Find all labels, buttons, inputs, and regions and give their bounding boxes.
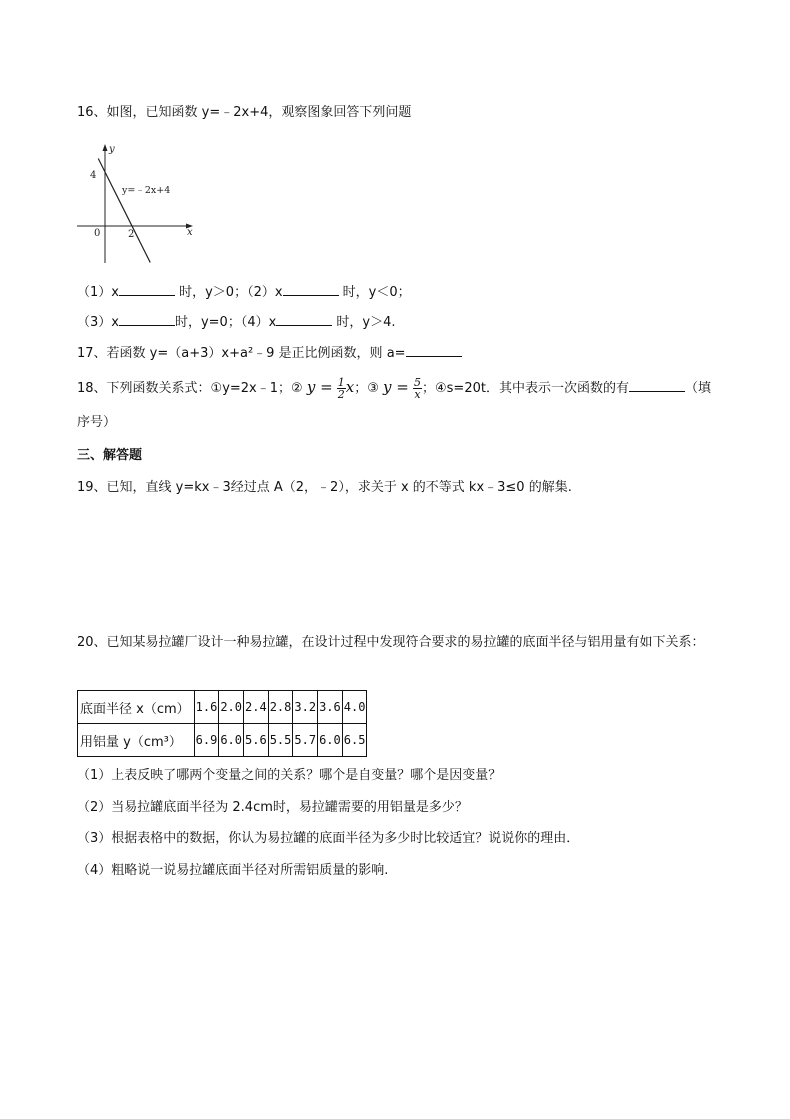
section-title: 三、解答题 <box>77 448 143 463</box>
table-cell: 6.9 <box>194 724 219 757</box>
q20-stem: 20、已知某易拉罐厂设计一种易拉罐，在设计过程中发现符合要求的易拉罐的底面半径与铝用量有如下关系： <box>77 635 705 650</box>
q18-frac1-lhs: y = <box>306 378 333 396</box>
q18-fraction-2 <box>413 377 422 400</box>
q20-sub4: （4）粗略说一说易拉罐底面半径对所需铝质量的影响. <box>77 863 389 878</box>
q18-frac1-rhs: x <box>345 378 355 396</box>
frac2-numerator: 5 <box>414 376 421 389</box>
q16-function-graph <box>75 138 205 268</box>
q16-sub2-part-a: （3）x <box>77 315 119 330</box>
graph-y-label: y <box>109 144 115 155</box>
table-cell: 2.0 <box>219 691 244 724</box>
q18-part1: 18、下列函数关系式：①y=2x﹣1；② <box>77 381 303 396</box>
q16-sub1-part-b: 时，y＞0；（2）x <box>174 285 283 300</box>
answer-blank[interactable] <box>276 313 332 326</box>
graph-x-label: x <box>187 227 193 238</box>
q18-line1 <box>77 374 711 402</box>
table-cell: 5.5 <box>268 724 293 757</box>
table-row <box>78 724 367 757</box>
table-cell: 5.7 <box>293 724 318 757</box>
table-cell: 2.4 <box>244 691 269 724</box>
q17 <box>77 344 462 363</box>
graph-line-label: y=﹣2x+4 <box>122 185 171 196</box>
q18-frac2-lhs: y = <box>383 378 409 396</box>
frac2-denominator: x <box>414 388 421 401</box>
q16-sub-1-2 <box>77 283 411 302</box>
answer-blank[interactable] <box>119 283 175 296</box>
q18-part4: （填 <box>684 381 711 396</box>
q20-sub3: （3）根据表格中的数据，你认为易拉罐的底面半径为多少时比较适宜？说说你的理由． <box>77 831 580 846</box>
graph-y-arrow <box>103 144 108 151</box>
table-cell: 5.6 <box>244 724 269 757</box>
table-cell: 1.6 <box>194 691 219 724</box>
answer-blank[interactable] <box>406 344 462 357</box>
graph-origin-label: 0 <box>94 228 101 239</box>
table-cell: 3.2 <box>293 691 318 724</box>
q16-sub1-part-a: （1）x <box>77 285 119 300</box>
q20-sub2: （2）当易拉罐底面半径为 2.4cm时，易拉罐需要的用铝量是多少？ <box>77 800 468 815</box>
table-row-header-radius: 底面半径 x（cm） <box>78 691 195 724</box>
q17-text: 17、若函数 y=（a+3）x+a²﹣9 是正比例函数，则 a= <box>77 346 406 361</box>
table-cell: 3.6 <box>318 691 343 724</box>
frac1-denominator: 2 <box>337 388 345 401</box>
q18-fraction-1 <box>337 377 346 400</box>
table-cell: 6.0 <box>318 724 343 757</box>
table-row-header-aluminum: 用铝量 y（cm³） <box>78 724 195 757</box>
table-row <box>78 691 367 724</box>
table-cell: 4.0 <box>342 691 367 724</box>
graph-y-intercept-label: 4 <box>90 170 97 181</box>
q20-data-table <box>77 690 367 757</box>
answer-blank[interactable] <box>119 313 175 326</box>
graph-x-intercept-label: 2 <box>128 229 135 240</box>
q18-part3: ；④s=20t．其中表示一次函数的有 <box>422 381 629 396</box>
q16-stem: 16、如图，已知函数 y=﹣2x+4，观察图象回答下列问题 <box>77 105 412 120</box>
q18-part2: ；③ <box>354 381 379 396</box>
frac1-numerator: 1 <box>337 376 345 389</box>
q16-sub2-part-c: 时，y＞4. <box>332 315 396 330</box>
table-cell: 6.5 <box>342 724 367 757</box>
q16-sub-3-4 <box>77 313 396 332</box>
table-cell: 6.0 <box>219 724 244 757</box>
answer-blank[interactable] <box>629 379 685 392</box>
graph-function-line <box>98 159 150 263</box>
table-cell: 2.8 <box>268 691 293 724</box>
q19-text: 19、已知，直线 y=kx﹣3经过点 A（2，﹣2），求关于 x 的不等式 kx﹣3≤0 的解集. <box>77 480 572 495</box>
answer-blank[interactable] <box>283 283 339 296</box>
q20-sub1: （1）上表反映了哪两个变量之间的关系？哪个是自变量？哪个是因变量？ <box>77 768 502 783</box>
q18-line2: 序号） <box>77 415 117 430</box>
q16-sub2-part-b: 时，y=0；（4）x <box>174 315 277 330</box>
q16-sub1-part-c: 时，y＜0； <box>338 285 411 300</box>
